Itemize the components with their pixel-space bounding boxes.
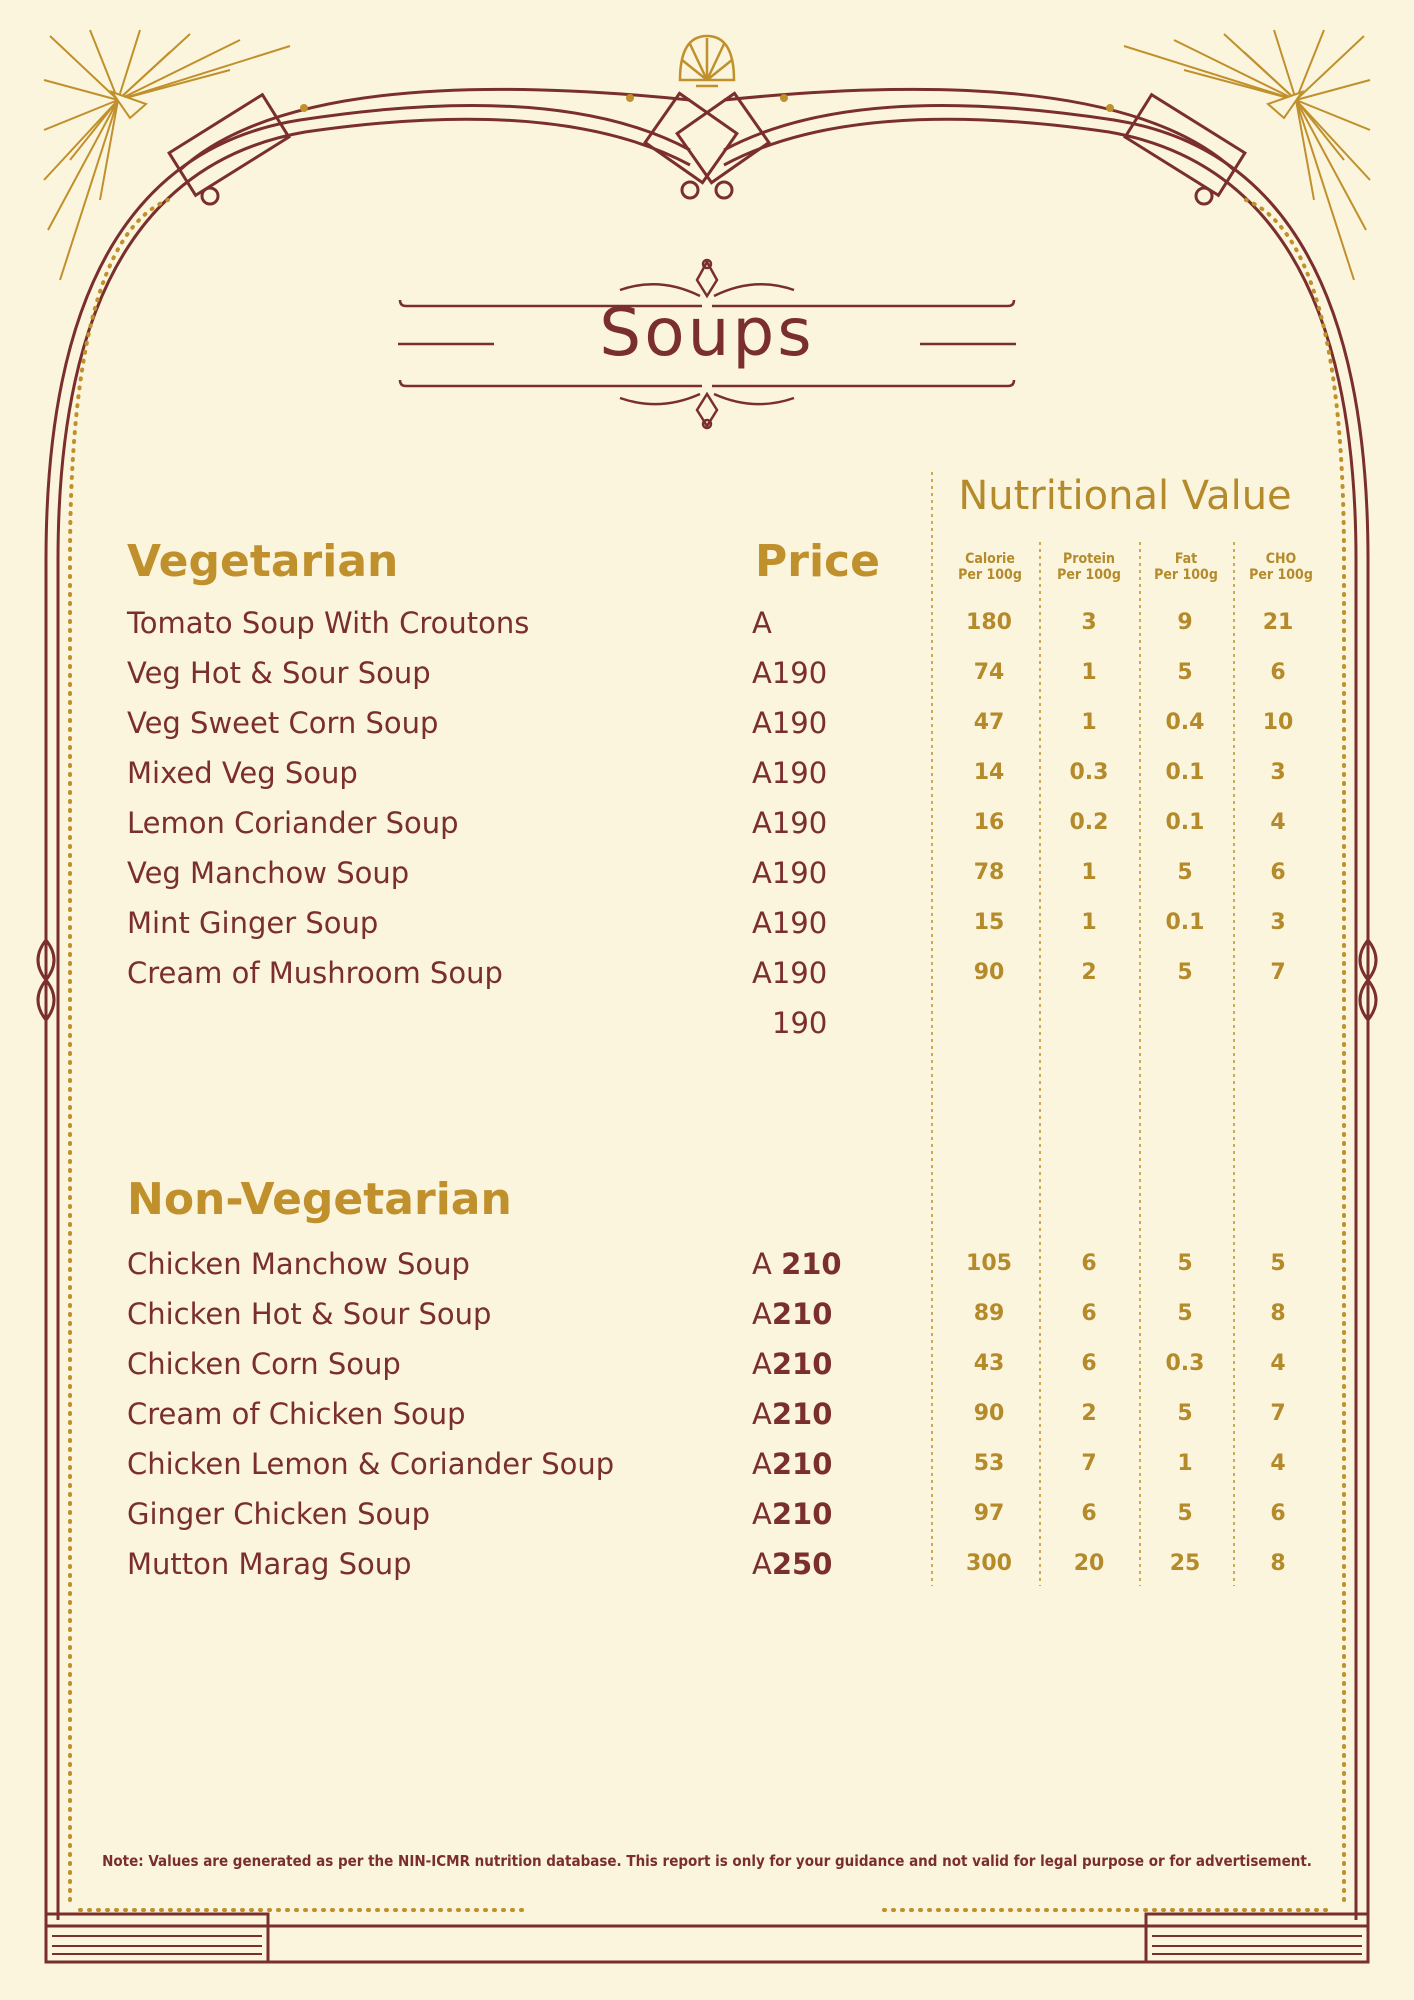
item-name: Lemon Coriander Soup [127, 806, 459, 840]
price-amount: 210 [771, 1447, 833, 1481]
currency-symbol: A [752, 1397, 772, 1431]
item-price [752, 798, 827, 848]
nutrition-cho: 7 [1270, 960, 1286, 985]
page-title: Soups [599, 294, 815, 371]
nutrition-cho: 5 [1270, 1251, 1286, 1276]
menu-row [0, 748, 1414, 798]
menu-row [0, 698, 1414, 748]
currency-symbol: A [752, 856, 772, 890]
nutrition-calorie: 78 [973, 860, 1005, 885]
nutrition-calorie: 47 [973, 710, 1005, 735]
footer-note: Note: Values are generated as per the NIN-ICMR nutrition database. This report is only for your guidance and not valid for legal purpose or for advertisement. [102, 1852, 1312, 1870]
nutrition-calorie: 300 [966, 1551, 1012, 1576]
nutrition-calorie: 15 [973, 910, 1005, 935]
price-amount: 210 [771, 1497, 833, 1531]
nutrition-cho: 4 [1270, 810, 1286, 835]
nutrition-fat: 5 [1177, 1501, 1193, 1526]
col-header-cho: CHO Per 100g [1249, 551, 1313, 584]
nutrition-protein: 6 [1081, 1351, 1097, 1376]
nutrition-cho: 3 [1270, 910, 1286, 935]
price-amount: 190 [771, 856, 828, 890]
nutrition-protein: 0.2 [1069, 810, 1109, 835]
currency-symbol: A [752, 706, 772, 740]
nutrition-cho: 7 [1270, 1401, 1286, 1426]
menu-row [0, 898, 1414, 948]
currency-symbol: A [752, 1447, 772, 1481]
item-name: Veg Manchow Soup [127, 856, 410, 890]
currency-symbol: A [752, 1297, 772, 1331]
currency-symbol: A [752, 606, 772, 640]
currency-symbol: A [752, 1247, 782, 1281]
nutrition-protein: 1 [1081, 910, 1097, 935]
nutrition-protein: 2 [1081, 1401, 1097, 1426]
item-price [752, 1539, 832, 1589]
nutrition-cho: 4 [1270, 1351, 1286, 1376]
nutrition-fat: 0.1 [1165, 910, 1205, 935]
price-header: Price [755, 536, 880, 587]
col-header-calorie: Calorie Per 100g [958, 551, 1022, 584]
item-name: Chicken Lemon & Coriander Soup [127, 1447, 615, 1481]
price-amount: 190 [771, 656, 828, 690]
nutrition-cho: 8 [1270, 1551, 1286, 1576]
currency-symbol: A [752, 806, 772, 840]
nutrition-calorie: 90 [973, 960, 1005, 985]
nutrition-protein: 6 [1081, 1251, 1097, 1276]
nutrition-fat: 0.1 [1165, 760, 1205, 785]
price-amount: 210 [771, 1397, 833, 1431]
price-amount: 190 [771, 756, 828, 790]
nutrition-protein: 0.3 [1069, 760, 1109, 785]
nutrition-cho: 21 [1262, 610, 1294, 635]
item-name: Veg Sweet Corn Soup [127, 706, 439, 740]
price-amount: 190 [771, 956, 828, 990]
currency-symbol: A [752, 756, 772, 790]
currency-symbol: A [752, 656, 772, 690]
nutrition-protein: 20 [1073, 1551, 1105, 1576]
nutrition-fat: 0.4 [1165, 710, 1205, 735]
sunburst-left-icon [44, 30, 290, 280]
nutrition-cho: 6 [1270, 1501, 1286, 1526]
menu-row [0, 598, 1414, 648]
item-price [752, 648, 827, 698]
nutrition-cho: 4 [1270, 1451, 1286, 1476]
sunburst-right-icon [1124, 30, 1370, 280]
menu-row [0, 1239, 1414, 1289]
stray-price: 190 [772, 1006, 828, 1040]
nutrition-fat: 1 [1177, 1451, 1193, 1476]
price-amount: 250 [771, 1547, 833, 1581]
nutrition-protein: 6 [1081, 1301, 1097, 1326]
menu-row [0, 1289, 1414, 1339]
nutrition-fat: 5 [1177, 1301, 1193, 1326]
nutrition-calorie: 97 [973, 1501, 1005, 1526]
nutrition-fat: 0.3 [1165, 1351, 1205, 1376]
item-price [752, 698, 827, 748]
nutrition-calorie: 43 [973, 1351, 1005, 1376]
menu-row [0, 1489, 1414, 1539]
non-vegetarian-heading: Non-Vegetarian [127, 1174, 512, 1225]
currency-symbol: A [752, 906, 772, 940]
nutrition-calorie: 89 [973, 1301, 1005, 1326]
nutrition-calorie: 16 [973, 810, 1005, 835]
nutrition-protein: 6 [1081, 1501, 1097, 1526]
item-name: Mutton Marag Soup [127, 1547, 412, 1581]
price-amount: 210 [771, 1297, 833, 1331]
item-name: Mixed Veg Soup [127, 756, 358, 790]
price-amount: 210 [771, 1347, 833, 1381]
item-price [752, 898, 827, 948]
nutrition-calorie: 14 [973, 760, 1005, 785]
item-name: Mint Ginger Soup [127, 906, 379, 940]
nutrition-fat: 5 [1177, 860, 1193, 885]
menu-row [0, 848, 1414, 898]
item-name: Tomato Soup With Croutons [127, 606, 530, 640]
nutrition-fat: 5 [1177, 960, 1193, 985]
col-header-fat: Fat Per 100g [1154, 551, 1218, 584]
nutrition-protein: 1 [1081, 860, 1097, 885]
currency-symbol: A [752, 956, 772, 990]
nutrition-fat: 5 [1177, 660, 1193, 685]
item-name: Cream of Chicken Soup [127, 1397, 466, 1431]
item-price [752, 1439, 832, 1489]
item-price [752, 598, 772, 648]
price-amount: 210 [781, 1247, 842, 1281]
item-price [752, 1389, 832, 1439]
item-name: Chicken Manchow Soup [127, 1247, 470, 1281]
item-price [752, 1239, 842, 1289]
menu-row [0, 1439, 1414, 1489]
nutrition-protein: 1 [1081, 660, 1097, 685]
menu-row [0, 648, 1414, 698]
item-name: Chicken Hot & Sour Soup [127, 1297, 492, 1331]
nutrition-protein: 3 [1081, 610, 1097, 635]
nutrition-calorie: 180 [966, 610, 1012, 635]
menu-row [0, 1389, 1414, 1439]
nutrition-cho: 3 [1270, 760, 1286, 785]
nutrition-cho: 8 [1270, 1301, 1286, 1326]
vegetarian-heading: Vegetarian [127, 536, 399, 587]
item-price [752, 1339, 832, 1389]
nutrition-calorie: 74 [973, 660, 1005, 685]
price-amount: 190 [771, 706, 828, 740]
nutritional-value-title: Nutritional Value [958, 473, 1292, 519]
item-price [752, 1289, 832, 1339]
item-name: Ginger Chicken Soup [127, 1497, 431, 1531]
nutrition-calorie: 53 [973, 1451, 1005, 1476]
currency-symbol: A [752, 1347, 772, 1381]
item-name: Cream of Mushroom Soup [127, 956, 503, 990]
shell-icon [680, 36, 734, 86]
nutrition-fat: 25 [1169, 1551, 1201, 1576]
nutrition-fat: 5 [1177, 1251, 1193, 1276]
nutrition-calorie: 105 [966, 1251, 1012, 1276]
item-name: Veg Hot & Sour Soup [127, 656, 431, 690]
price-amount: 190 [771, 806, 828, 840]
col-header-protein: Protein Per 100g [1057, 551, 1121, 584]
item-price [752, 748, 827, 798]
item-price [752, 1489, 832, 1539]
currency-symbol: A [752, 1497, 772, 1531]
nutrition-cho: 6 [1270, 660, 1286, 685]
nutrition-protein: 1 [1081, 710, 1097, 735]
nutrition-fat: 5 [1177, 1401, 1193, 1426]
item-name: Chicken Corn Soup [127, 1347, 401, 1381]
nutrition-cho: 6 [1270, 860, 1286, 885]
price-amount: 190 [771, 906, 828, 940]
menu-row [0, 948, 1414, 998]
nutrition-fat: 9 [1177, 610, 1193, 635]
menu-row [0, 798, 1414, 848]
menu-row [0, 1339, 1414, 1389]
menu-row [0, 1539, 1414, 1589]
item-price [752, 848, 827, 898]
nutrition-calorie: 90 [973, 1401, 1005, 1426]
currency-symbol: A [752, 1547, 772, 1581]
nutrition-protein: 2 [1081, 960, 1097, 985]
nutrition-cho: 10 [1262, 710, 1294, 735]
item-price [752, 948, 827, 998]
nutrition-protein: 7 [1081, 1451, 1097, 1476]
nutrition-fat: 0.1 [1165, 810, 1205, 835]
